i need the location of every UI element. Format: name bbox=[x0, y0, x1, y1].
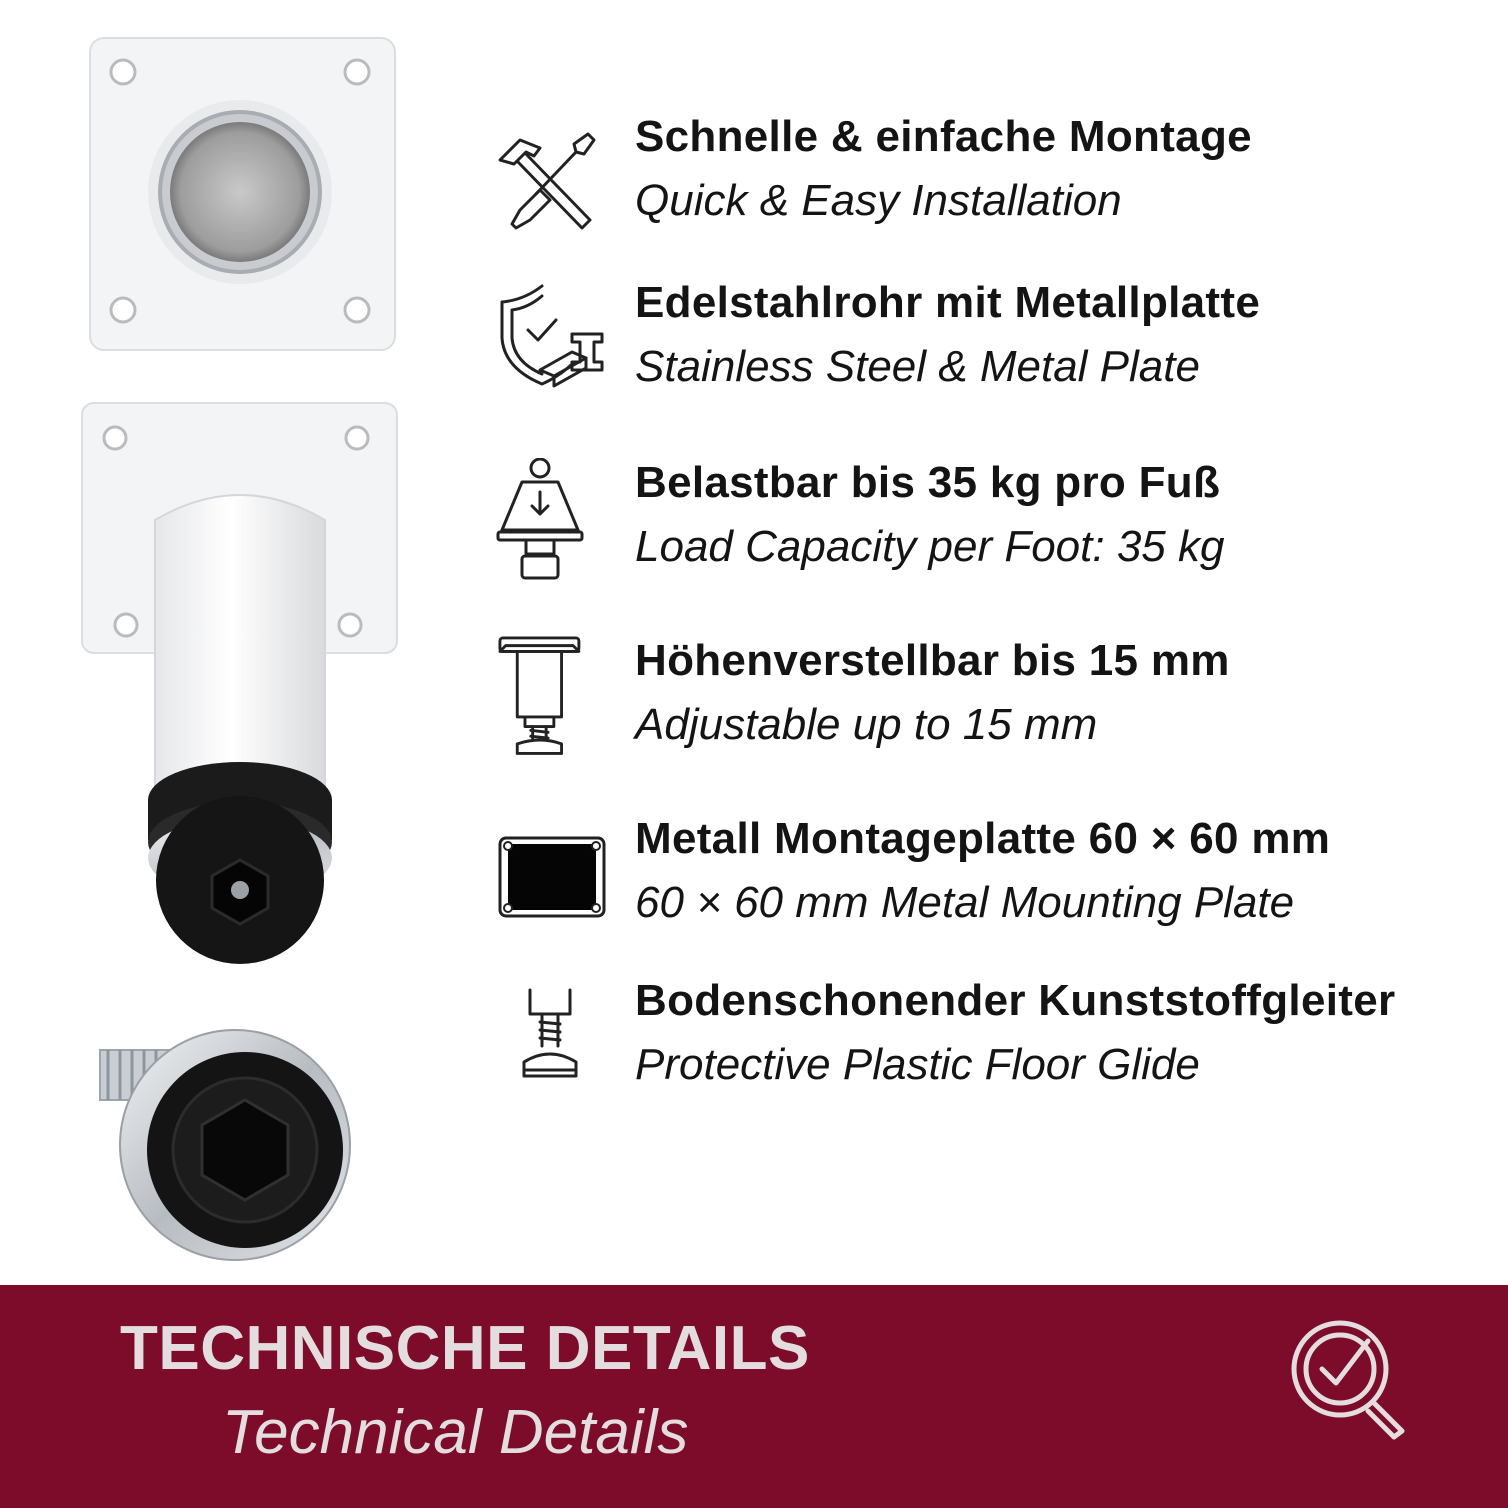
feature-title-de: Schnelle & einfache Montage bbox=[635, 112, 1252, 161]
shield-check-steel-icon bbox=[490, 278, 610, 408]
product-image bbox=[0, 0, 470, 1285]
footer-subtitle: Technical Details bbox=[222, 1398, 689, 1467]
feature-title-de: Bodenschonender Kunststoffgleiter bbox=[635, 976, 1396, 1025]
feature-title-de: Belastbar bis 35 kg pro Fuß bbox=[635, 458, 1221, 507]
adjustable-leg-icon bbox=[490, 636, 610, 766]
feature-title-en: Load Capacity per Foot: 35 kg bbox=[635, 522, 1225, 571]
feature-title-en: 60 × 60 mm Metal Mounting Plate bbox=[635, 878, 1295, 927]
feature-row-installation bbox=[490, 112, 1500, 242]
feature-row-adjustable bbox=[490, 636, 1500, 766]
feature-row-material bbox=[490, 278, 1500, 408]
footer-banner bbox=[0, 1285, 1508, 1508]
floor-glide-icon bbox=[490, 976, 610, 1106]
weight-load-icon bbox=[490, 458, 610, 588]
feature-row-load bbox=[490, 458, 1500, 588]
feature-row-mounting-plate bbox=[490, 814, 1500, 944]
footer-title: TECHNISCHE DETAILS bbox=[120, 1314, 810, 1383]
feature-title-de: Höhenverstellbar bis 15 mm bbox=[635, 636, 1230, 685]
feature-title-de: Metall Montageplatte 60 × 60 mm bbox=[635, 814, 1331, 863]
top-plate bbox=[90, 38, 395, 350]
leg-assembly bbox=[82, 403, 397, 964]
feature-row-floor-glide bbox=[490, 976, 1500, 1106]
feature-title-en: Adjustable up to 15 mm bbox=[635, 700, 1098, 749]
magnifier-check-icon bbox=[1282, 1311, 1412, 1441]
feature-title-en: Stainless Steel & Metal Plate bbox=[635, 342, 1200, 391]
feature-title-en: Protective Plastic Floor Glide bbox=[635, 1040, 1200, 1089]
mounting-plate-icon bbox=[490, 814, 610, 944]
floor-glide bbox=[100, 1030, 350, 1260]
feature-title-de: Edelstahlrohr mit Metallplatte bbox=[635, 278, 1261, 327]
hammer-screwdriver-icon bbox=[490, 112, 610, 242]
feature-title-en: Quick & Easy Installation bbox=[635, 176, 1122, 225]
